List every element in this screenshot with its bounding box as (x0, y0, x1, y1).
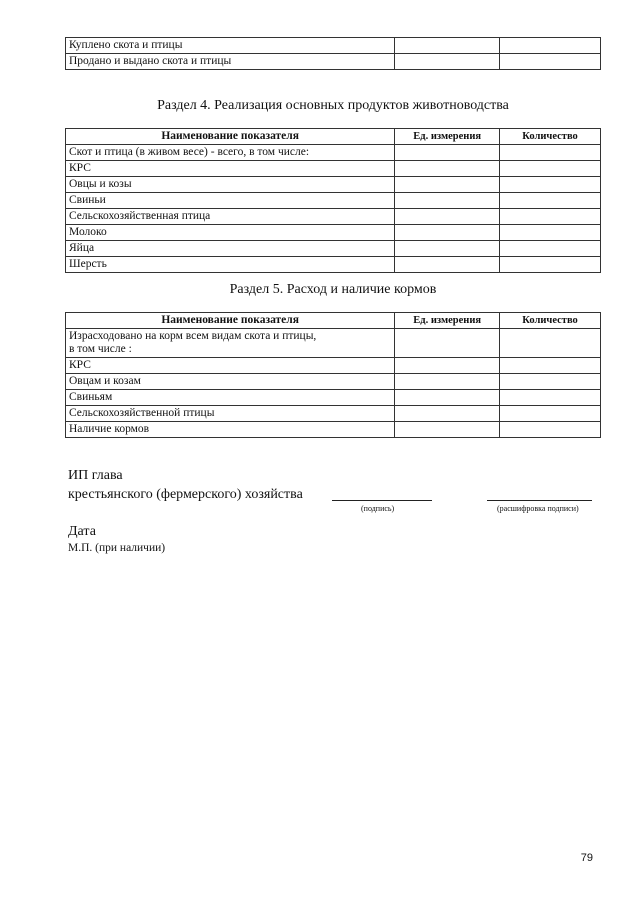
header-indicator-name: Наименование показателя (66, 313, 395, 329)
table-row (66, 390, 601, 406)
signature-line (332, 500, 432, 501)
unit-cell (395, 38, 500, 54)
unit-cell (395, 390, 500, 406)
section5-title: Раздел 5. Расход и наличие кормов (229, 282, 437, 297)
quantity-cell (500, 193, 601, 209)
quantity-cell (500, 374, 601, 390)
table-row (66, 241, 601, 257)
header-quantity: Количество (500, 129, 601, 145)
header-unit: Ед. измерения (395, 129, 500, 145)
quantity-cell (500, 161, 601, 177)
unit-cell (395, 209, 500, 225)
unit-cell (395, 145, 500, 161)
indicator-name-cell: Наличие кормов (66, 422, 395, 438)
indicator-name-cell: Овцам и козам (66, 374, 395, 390)
unit-cell (395, 161, 500, 177)
quantity-cell (500, 241, 601, 257)
table-row (66, 38, 601, 54)
indicator-name-cell: Свиньям (66, 390, 395, 406)
stamp-label: М.П. (при наличии) (68, 542, 166, 554)
unit-cell (395, 177, 500, 193)
page-number: 79 (580, 852, 593, 864)
indicator-name-cell: Овцы и козы (66, 177, 395, 193)
signature-title-line1: ИП глава (68, 468, 123, 483)
indicator-name-cell: КРС (66, 161, 395, 177)
unit-cell (395, 241, 500, 257)
quantity-cell (500, 329, 601, 358)
table-row (66, 422, 601, 438)
indicator-name-cell: Молоко (66, 225, 395, 241)
indicator-name-cell: Свиньи (66, 193, 395, 209)
table-row (66, 161, 601, 177)
table-row (66, 54, 601, 70)
unit-cell (395, 193, 500, 209)
unit-cell (395, 422, 500, 438)
table-row (66, 406, 601, 422)
quantity-cell (500, 38, 601, 54)
indicator-name-cell: Скот и птица (в живом весе) - всего, в том числе: (66, 145, 395, 161)
quantity-cell (500, 177, 601, 193)
section4-title: Раздел 4. Реализация основных продуктов животноводства (157, 98, 509, 113)
unit-cell (395, 406, 500, 422)
indicator-name-cell: Сельскохозяйственная птица (66, 209, 395, 225)
signature-title-line2: крестьянского (фермерского) хозяйства (68, 487, 303, 502)
indicator-name-cell: Куплено скота и птицы (66, 38, 395, 54)
section4-table (65, 128, 601, 273)
section4-header-row (66, 129, 601, 145)
header-quantity: Количество (500, 313, 601, 329)
table-row (66, 225, 601, 241)
livestock-movement-table (65, 37, 601, 70)
table-row (66, 145, 601, 161)
section5-header-row (66, 313, 601, 329)
table-row (66, 209, 601, 225)
signature-decode-line (487, 500, 592, 501)
unit-cell (395, 374, 500, 390)
indicator-name-cell: Яйца (66, 241, 395, 257)
unit-cell (395, 329, 500, 358)
unit-cell (395, 225, 500, 241)
header-unit: Ед. измерения (395, 313, 500, 329)
quantity-cell (500, 209, 601, 225)
indicator-name-cell: КРС (66, 358, 395, 374)
quantity-cell (500, 422, 601, 438)
quantity-cell (500, 390, 601, 406)
indicator-name-cell: Сельскохозяйственной птицы (66, 406, 395, 422)
table-row (66, 177, 601, 193)
quantity-cell (500, 54, 601, 70)
indicator-name-cell: Продано и выдано скота и птицы (66, 54, 395, 70)
signature-decode-caption: (расшифровка подписи) (497, 504, 579, 513)
table-row (66, 193, 601, 209)
quantity-cell (500, 257, 601, 273)
table-row (66, 329, 601, 358)
indicator-name-cell: Шерсть (66, 257, 395, 273)
quantity-cell (500, 358, 601, 374)
table-row (66, 374, 601, 390)
unit-cell (395, 358, 500, 374)
quantity-cell (500, 225, 601, 241)
date-label: Дата (68, 524, 96, 539)
unit-cell (395, 257, 500, 273)
signature-caption: (подпись) (361, 504, 395, 513)
unit-cell (395, 54, 500, 70)
quantity-cell (500, 145, 601, 161)
quantity-cell (500, 406, 601, 422)
table-row (66, 257, 601, 273)
table-row (66, 358, 601, 374)
header-indicator-name: Наименование показателя (66, 129, 395, 145)
indicator-name-cell: Израсходовано на корм всем видам скота и птицы, в том числе : (66, 329, 395, 358)
section5-table (65, 312, 601, 438)
